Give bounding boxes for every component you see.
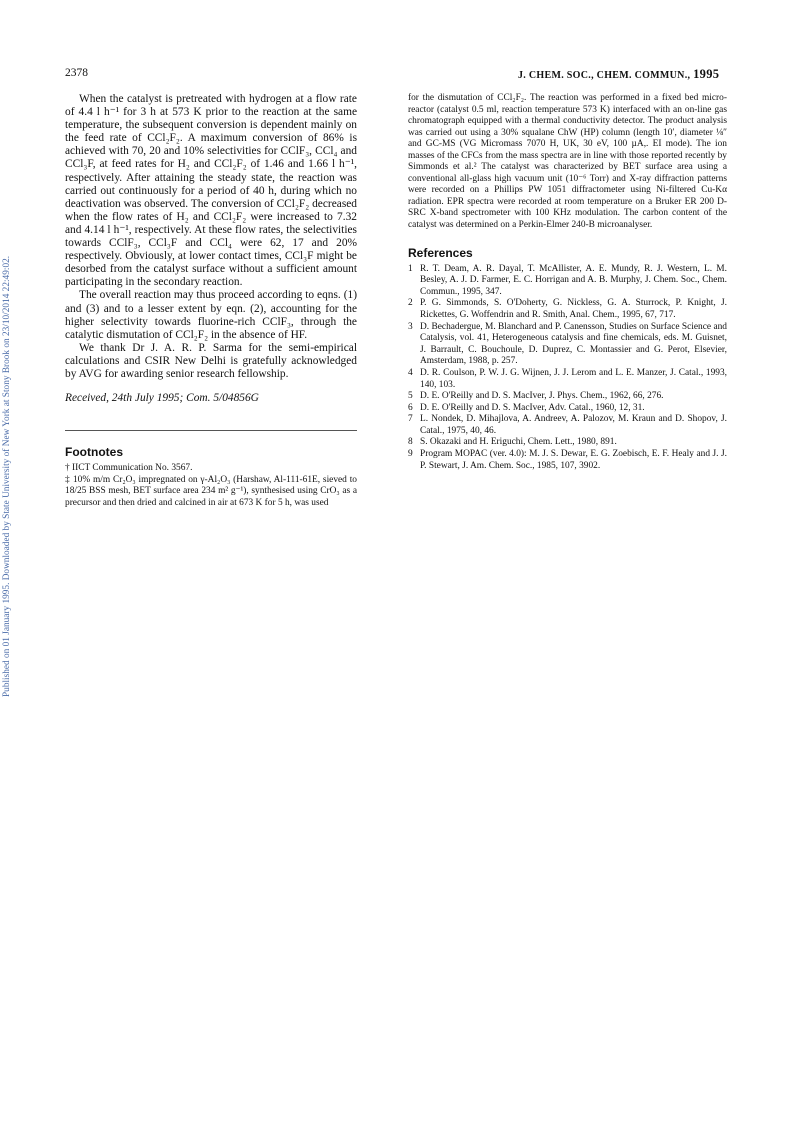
journal-name: J. CHEM. SOC., CHEM. COMMUN., (518, 70, 691, 81)
left-column (65, 93, 357, 509)
reference-text: L. Nondek, D. Mihajlova, A. Andreev, A. Palozov, M. Kraun and D. Shopov, J. Catal., 1975, 40, 46. (420, 414, 727, 436)
reference-item (408, 322, 727, 368)
reference-item (408, 449, 727, 472)
right-column (408, 93, 727, 472)
reference-item (408, 437, 727, 449)
download-watermark (2, 22, 16, 697)
reference-item (408, 298, 727, 321)
reference-text: D. R. Coulson, P. W. J. G. Wijnen, J. J. Lerom and L. E. Manzer, J. Catal., 1993, 140, 103. (420, 367, 727, 390)
experimental-paragraph: for the dismutation of CCl₂F₂. The reaction was performed in a fixed bed micro-reactor (catalyst 0.5 ml, reaction temperature 573 K) interfaced with an on-line gas chromatograph equipped with a thermal conductivity detector. The product analysis was carried out using a 30% squalane ChW (HP) column (length 10′, diameter ⅛″ and GC-MS (VG Micromass 7070 H, UK, 30 eV, 100 µA,. EI mode). The ion masses of the CFCs from the mass spectra are in line with those reported recently by Simmonds et al.² The catalyst was characterized by BET surface area using a conventional all-glass high vacuum unit (10⁻⁶ Torr) and X-ray diffraction patterns were recorded on a Phillips PW 1051 diffractometer using Ni-filtered Cu-Kα radiation. EPR spectra were recorded at room temperature on a Bruker ER 200 D-SRC X-band spectrometer with 100 KHz modulation. The carbon content of the catalyst was determined on a Perkin-Elmer 240-B microanalyser. (408, 93, 727, 231)
reference-item (408, 391, 727, 403)
reference-text: R. T. Deam, A. R. Dayal, T. McAllister, A. E. Mundy, R. J. Western, L. M. Besley, A. J. D. Farmer, E. C. Horrigan and A. B. Murphy, J. Chem. Soc., Chem. Commun., 1995, 347. (420, 263, 727, 297)
page-number: 2378 (65, 67, 88, 79)
reference-item (408, 403, 727, 415)
reference-number: 1 (408, 263, 413, 274)
footnote: † IICT Communication No. 3567. (65, 463, 193, 474)
reference-text: D. E. O'Reilly and D. S. MacIver, J. Phys. Chem., 1962, 66, 276. (420, 391, 664, 402)
reference-number: 8 (408, 437, 413, 448)
references-heading: References (408, 245, 473, 260)
reference-item (408, 368, 727, 391)
acknowledgement-paragraph: We thank Dr J. A. R. P. Sarma for the semi-empirical calculations and CSIR New Delhi is gratefully acknowledged by AVG for awarding senior research fellowship. (65, 341, 357, 380)
reference-text: D. Bechadergue, M. Blanchard and P. Canensson, Studies on Surface Science and Catalysis, vol. 41, Heterogeneous catalysis and fine chemicals, eds. M. Guisnet, J. Barrault, C. Bouchoule, D. Duprez, C. Montassier and G. Perot, Elsevier, Amsterdam, 1988, p. 257. (420, 321, 727, 367)
reference-text: P. G. Simmonds, S. O'Doherty, G. Nickless, G. A. Sturrock, P. Knight, J. Rickettes, G. Woffendrin and R. Smith, Anal. Chem., 1995, 67, 717. (420, 298, 727, 320)
reference-text: D. E. O'Reilly and D. S. MacIver, Adv. Catal., 1960, 12, 31. (420, 402, 645, 413)
reference-text: S. Okazaki and H. Eriguchi, Chem. Lett., 1980, 891. (420, 437, 617, 448)
references-section (408, 246, 727, 473)
reference-number: 9 (408, 449, 413, 460)
received-date: Received, 24th July 1995; Com. 5/04856G (65, 392, 259, 405)
reference-text: Program MOPAC (ver. 4.0): M. J. S. Dewar, E. G. Zoebisch, E. F. Healy and J. J. P. Stewart, J. Am. Chem. Soc., 1985, 107, 3902. (420, 449, 727, 471)
journal-year: 1995 (693, 67, 720, 81)
body-paragraph: The overall reaction may thus proceed according to eqns. (1) and (3) and to a lesser extent by eqn. (2), accounting for the higher selectivity towards fluorine-rich CClF₃, through the catalytic dismutation of CCl₂F₂ in the absence of HF. (65, 289, 357, 341)
reference-number: 4 (408, 367, 413, 378)
reference-number: 5 (408, 391, 413, 402)
section-divider (65, 430, 357, 431)
watermark-text: Published on 01 January 1995. Downloaded by State University of New York at Stony Brook on 23/10/2014 22:49:02. (2, 255, 12, 697)
reference-number: 7 (408, 414, 413, 425)
reference-number: 3 (408, 321, 413, 332)
reference-number: 6 (408, 402, 413, 413)
reference-item (408, 414, 727, 437)
reference-item (408, 264, 727, 299)
journal-header (518, 67, 719, 82)
reference-number: 2 (408, 298, 413, 309)
footnote: ‡ 10% m/m Cr₂O₃ impregnated on γ-Al₂O₃ (Harshaw, Al-111-61E, sieved to 18/25 BSS mesh, BET surface area 234 m² g⁻¹), synthesised using CrO₃ as a precursor and then dried and calcined in air at 673 K for 5 h, was used (65, 474, 357, 508)
body-paragraph: When the catalyst is pretreated with hydrogen at a flow rate of 4.4 l h⁻¹ for 3 h at 573 K prior to the reaction at the same temperature, the subsequent conversion is dependent mainly on the feed rate of CCl₂F₂. A maximum conversion of 86% is achieved with 70, 20 and 10% selectivities for CClF₃, CCl₄ and CCl₃F, at feed rates for H₂ and CCl₂F₂ of 1.46 and 1.66 l h⁻¹, respectively. After attaining the steady state, the reaction was carried out continuously for a period of 40 h, during which no deactivation was observed. The conversion of CCl₂F₂ decreased when the flow rates of H₂ and CCl₂F₂ were increased to 7.32 and 4.14 l h⁻¹, respectively. At these flow rates, the selectivities towards CClF₃, CCl₃F and CCl₄ were 62, 17 and 20% respectively. Obviously, at lower contact times, CCl₃F might be desorbed from the catalyst surface without a sufficient amount participating in the secondary reaction. (65, 93, 357, 289)
footnotes-heading: Footnotes (65, 445, 123, 460)
